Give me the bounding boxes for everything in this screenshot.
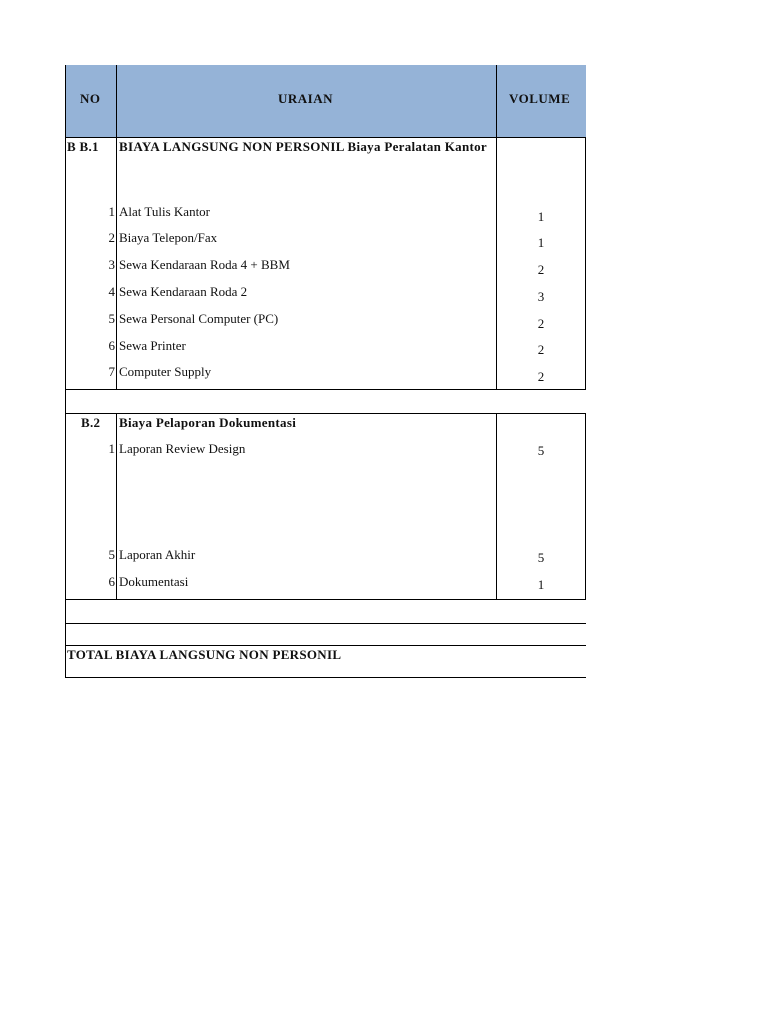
item-no: 6 xyxy=(108,574,115,589)
col-separator-1b xyxy=(116,413,117,599)
item-no: 5 xyxy=(108,311,115,326)
item-no: 2 xyxy=(108,230,115,245)
right-border-a xyxy=(585,137,586,389)
item-no: 7 xyxy=(108,364,115,379)
item-no: 4 xyxy=(108,284,115,299)
item-desc: Laporan Akhir xyxy=(119,547,196,562)
item-volume: 2 xyxy=(537,316,545,331)
item-volume: 1 xyxy=(537,577,545,592)
col-separator-2a xyxy=(496,65,497,389)
item-desc: Sewa Kendaraan Roda 4 + BBM xyxy=(119,257,290,272)
total-top-line xyxy=(65,645,586,646)
item-no: 3 xyxy=(108,257,115,272)
item-no: 5 xyxy=(108,547,115,562)
item-desc: Sewa Personal Computer (PC) xyxy=(119,311,279,326)
section2-bottom-line xyxy=(65,599,586,600)
item-desc: Dokumentasi xyxy=(119,574,189,589)
item-no: 1 xyxy=(108,441,115,456)
item-volume: 1 xyxy=(537,235,545,250)
col-separator-2b xyxy=(496,413,497,599)
total-bottom-line xyxy=(65,677,586,678)
section2-code: B.2 xyxy=(81,415,101,430)
header-uraian: URAIAN xyxy=(278,91,333,106)
item-desc: Computer Supply xyxy=(119,364,212,379)
blank-row-line xyxy=(65,623,586,624)
col-separator-1a xyxy=(116,65,117,389)
item-volume: 2 xyxy=(537,262,545,277)
section1-bottom-line xyxy=(65,389,586,390)
item-desc: Sewa Kendaraan Roda 2 xyxy=(119,284,248,299)
item-volume: 1 xyxy=(537,209,545,224)
header-no: NO xyxy=(80,91,101,106)
section1-title: BIAYA LANGSUNG NON PERSONIL Biaya Peralatan Kantor xyxy=(119,139,487,154)
item-desc: Biaya Telepon/Fax xyxy=(119,230,218,245)
item-volume: 5 xyxy=(537,550,545,565)
total-label: TOTAL BIAYA LANGSUNG NON PERSONIL xyxy=(67,647,342,662)
section2-top-line xyxy=(65,413,586,414)
right-border-b xyxy=(585,413,586,599)
item-volume: 3 xyxy=(537,289,545,304)
section1-code: B B.1 xyxy=(67,139,99,154)
item-desc: Alat Tulis Kantor xyxy=(119,204,211,219)
item-no: 1 xyxy=(108,204,115,219)
section2-title: Biaya Pelaporan Dokumentasi xyxy=(119,415,297,430)
item-no: 6 xyxy=(108,338,115,353)
item-desc: Laporan Review Design xyxy=(119,441,246,456)
item-volume: 2 xyxy=(537,369,545,384)
item-volume: 5 xyxy=(537,443,545,458)
item-desc: Sewa Printer xyxy=(119,338,186,353)
header-volume: VOLUME xyxy=(509,91,571,106)
item-volume: 2 xyxy=(537,342,545,357)
